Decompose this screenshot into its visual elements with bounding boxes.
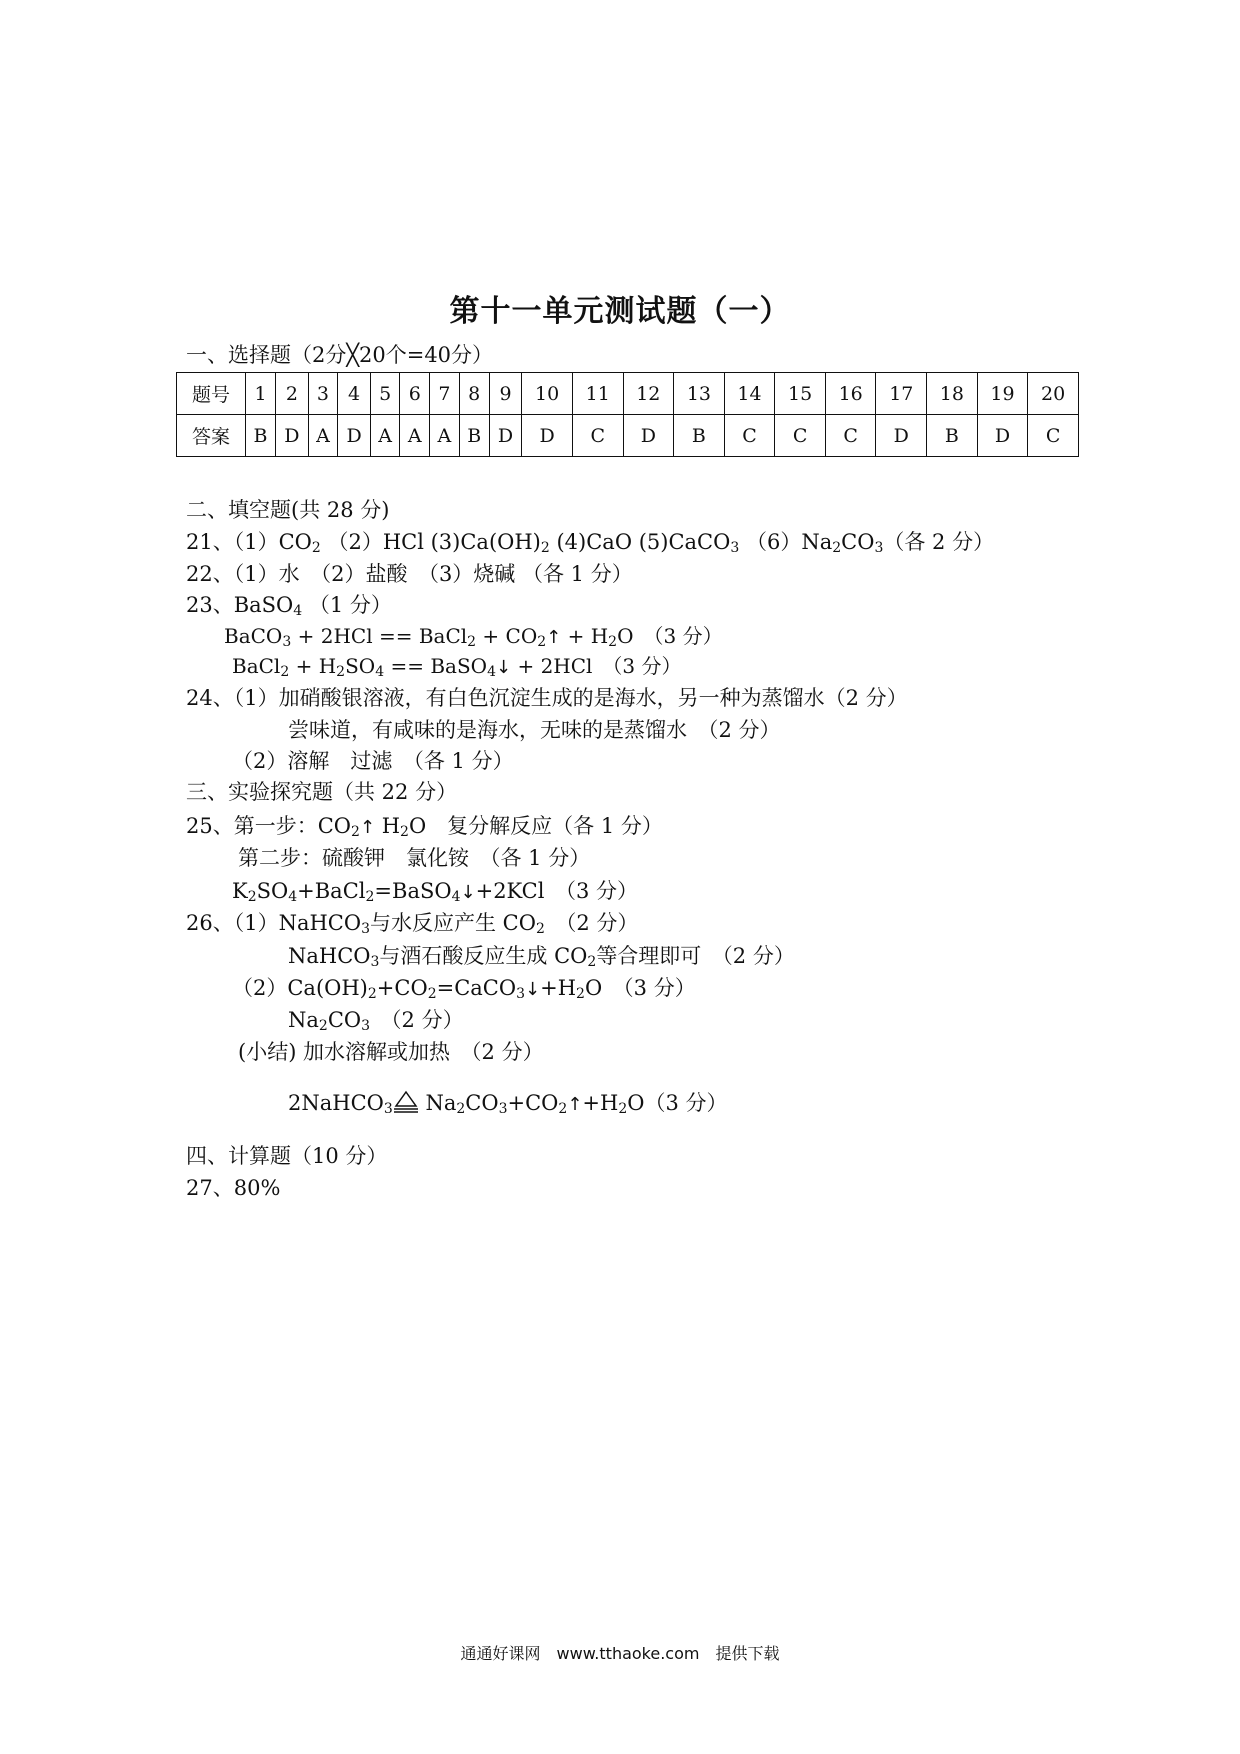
q24-line-1: 24、（1）加硝酸银溶液，有白色沉淀生成的是海水，另一种为蒸馏水（2 分） [186,686,908,710]
eq-sub: 3 [383,1101,393,1117]
answer-cell: D [876,415,927,457]
eq-sub: 3 [516,986,525,1002]
answer-cell: A [308,415,338,457]
eq-text: O（3 分） [627,1091,728,1115]
eq-text: =CaCO [436,976,517,1000]
q22-line: 22、（1）水 （2）盐酸 （3）烧碱 （各 1 分） [186,562,633,586]
page-title: 第十一单元测试题（一） [449,294,791,329]
down-arrow-icon: ↓ [525,979,541,1000]
answer-cell: C [724,415,775,457]
answer-cell: D [977,415,1028,457]
question-number-cell: 7 [430,373,460,415]
eq-text: H [375,814,401,838]
eq-sub: 3 [361,921,370,937]
question-number-cell: 8 [459,373,489,415]
section3-heading: 三、实验探究题（共 22 分） [186,780,458,804]
answer-table [176,372,1079,457]
eq-text: 2NaHCO [288,1091,384,1115]
eq-text: + 2HCl == BaCl [291,624,468,648]
q23-line [186,592,392,618]
q21-sub: 3 [874,540,884,556]
eq-text: Na [418,1091,457,1115]
q21-text: CO [841,530,875,554]
table-row-answers [177,415,1079,457]
eq-text: CO [465,1091,499,1115]
eq-text: 等合理即可 （2 分） [596,944,795,968]
q21-text: （6）Na [745,530,833,554]
answer-cell: D [276,415,309,457]
q21-sub: 2 [540,540,550,556]
eq-sub: 2 [558,1101,568,1117]
answer-cell: B [459,415,489,457]
eq-text: +CO [507,1091,559,1115]
q21-text: 21、（1）CO [186,530,312,554]
eq-sub: 4 [487,664,496,680]
eq-text: =BaSO [374,879,452,903]
answer-cell: D [489,415,522,457]
question-number-cell: 14 [724,373,775,415]
eq-sub: 2 [456,1101,466,1117]
eq-text: +2KCl （3 分） [475,879,638,903]
table-row-numbers [177,373,1079,415]
eq-text: 与酒石酸反应生成 CO [379,944,588,968]
q26-line-4 [288,1007,464,1033]
section1-heading: 一、选择题（2分╳20个=40分） [186,343,494,367]
eq-sub: 2 [367,986,377,1002]
up-arrow-icon: ↑ [567,1094,583,1115]
question-number-cell: 2 [276,373,309,415]
answer-cell: D [623,415,674,457]
eq-text: 与水反应产生 CO [370,911,536,935]
q21-sub: 3 [730,540,740,556]
q26-line-1 [186,910,638,936]
eq-sub: 2 [336,664,346,680]
q23-equation-1 [224,623,723,651]
q23-equation-2 [232,653,682,681]
question-number-cell: 19 [977,373,1028,415]
eq-sub: 2 [467,634,477,650]
eq-text: NaHCO [288,944,371,968]
q23-text: 23、BaSO [186,593,294,617]
eq-sub: 2 [618,1101,628,1117]
question-number-cell: 17 [876,373,927,415]
answer-cell: C [775,415,826,457]
eq-sub: 3 [370,954,380,970]
eq-text: O （3 分） [584,976,696,1000]
question-number-cell: 5 [370,373,400,415]
eq-text: + H [289,654,337,678]
question-number-cell: 11 [572,373,623,415]
question-number-cell: 3 [308,373,338,415]
eq-sub: 2 [400,824,409,840]
q24-line-3: （2）溶解 过滤 （各 1 分） [232,749,514,773]
up-arrow-icon: ↑ [546,627,562,648]
q26-line-3 [232,975,696,1003]
up-arrow-icon: ↑ [359,817,376,838]
q25-line-3 [232,878,638,906]
eq-text: Na [288,1008,319,1032]
row-label-number: 题号 [177,373,246,415]
eq-sub: 2 [365,889,375,905]
q21-sub: 2 [832,540,842,556]
eq-text: SO [256,879,289,903]
answer-cell: B [927,415,978,457]
answer-cell: A [370,415,400,457]
q26-line-6 [288,1090,728,1118]
answer-cell: D [522,415,573,457]
eq-text: O （3 分） [617,624,723,648]
q21-text: （各 2 分） [883,530,995,554]
q21-line [186,529,994,555]
section4-heading: 四、计算题（10 分） [186,1144,388,1168]
eq-text: SO [345,654,376,678]
answer-cell: A [430,415,460,457]
eq-text: （2 分） [370,1008,464,1032]
question-number-cell: 18 [927,373,978,415]
eq-sub: 2 [427,986,437,1002]
eq-sub: 2 [537,634,547,650]
question-number-cell: 1 [246,373,276,415]
question-number-cell: 12 [623,373,674,415]
question-number-cell: 10 [522,373,573,415]
section2-heading: 二、填空题(共 28 分) [186,498,390,522]
down-arrow-icon: ↓ [460,882,476,903]
eq-sub: 4 [288,889,298,905]
q25-line-1 [186,813,663,841]
eq-sub: 3 [361,1018,371,1034]
question-number-cell: 16 [825,373,876,415]
eq-text: +H [540,976,577,1000]
answer-cell: B [674,415,725,457]
eq-text: （2）Ca(OH) [232,976,368,1000]
eq-text: 26、（1）NaHCO [186,911,362,935]
eq-sub: 2 [280,664,290,680]
answer-cell: C [572,415,623,457]
down-arrow-icon: ↓ [496,657,512,678]
heat-triangle-icon [393,1090,419,1114]
answer-cell: B [246,415,276,457]
q21-text: (4)CaO (5)CaCO [556,530,731,554]
answer-cell: C [825,415,876,457]
eq-sub: 4 [375,664,385,680]
q27-line: 27、80% [186,1176,281,1200]
answer-cell: C [1028,415,1079,457]
question-number-cell: 6 [400,373,430,415]
eq-sub: 3 [282,634,292,650]
question-number-cell: 9 [489,373,522,415]
q21-sub: 2 [311,540,321,556]
eq-text: +CO [376,976,428,1000]
eq-text: == BaSO [384,654,488,678]
question-number-cell: 20 [1028,373,1079,415]
eq-sub: 2 [608,634,618,650]
eq-text: + 2HCl （3 分） [511,654,682,678]
q23-text: （1 分） [308,593,392,617]
q25-line-2: 第二步：硫酸钾 氯化铵 （各 1 分） [238,846,591,870]
q26-line-2 [288,943,795,969]
q23-sub: 4 [293,603,303,619]
eq-sub: 2 [587,954,597,970]
eq-sub: 4 [451,889,461,905]
q21-text: （2）HCl (3)Ca(OH) [327,530,541,554]
eq-text: BaCl [232,654,281,678]
eq-text: + CO [476,624,538,648]
question-number-cell: 15 [775,373,826,415]
question-number-cell: 4 [338,373,371,415]
eq-text: O 复分解反应（各 1 分） [408,814,663,838]
eq-text: +BaCl [297,879,366,903]
row-label-answer: 答案 [177,415,246,457]
eq-sub: 2 [351,824,360,840]
eq-text: （2 分） [544,911,639,935]
eq-text: CO [327,1008,362,1032]
page-footer: 通通好课网 www.tthaoke.com 提供下载 [460,1644,780,1663]
eq-sub: 3 [498,1101,508,1117]
eq-text: + H [561,624,609,648]
eq-text: K [232,879,248,903]
eq-sub: 2 [576,986,585,1002]
eq-sub: 2 [247,889,257,905]
eq-text: BaCO [224,624,283,648]
question-number-cell: 13 [674,373,725,415]
eq-sub: 2 [535,921,545,937]
answer-cell: D [338,415,371,457]
q26-line-5: (小结) 加水溶解或加热 （2 分） [238,1040,544,1064]
answer-cell: A [400,415,430,457]
eq-text: 25、第一步：CO [186,814,352,838]
eq-sub: 2 [318,1018,328,1034]
eq-text: +H [582,1091,619,1115]
q24-line-2: 尝味道，有咸味的是海水，无味的是蒸馏水 （2 分） [288,718,781,742]
